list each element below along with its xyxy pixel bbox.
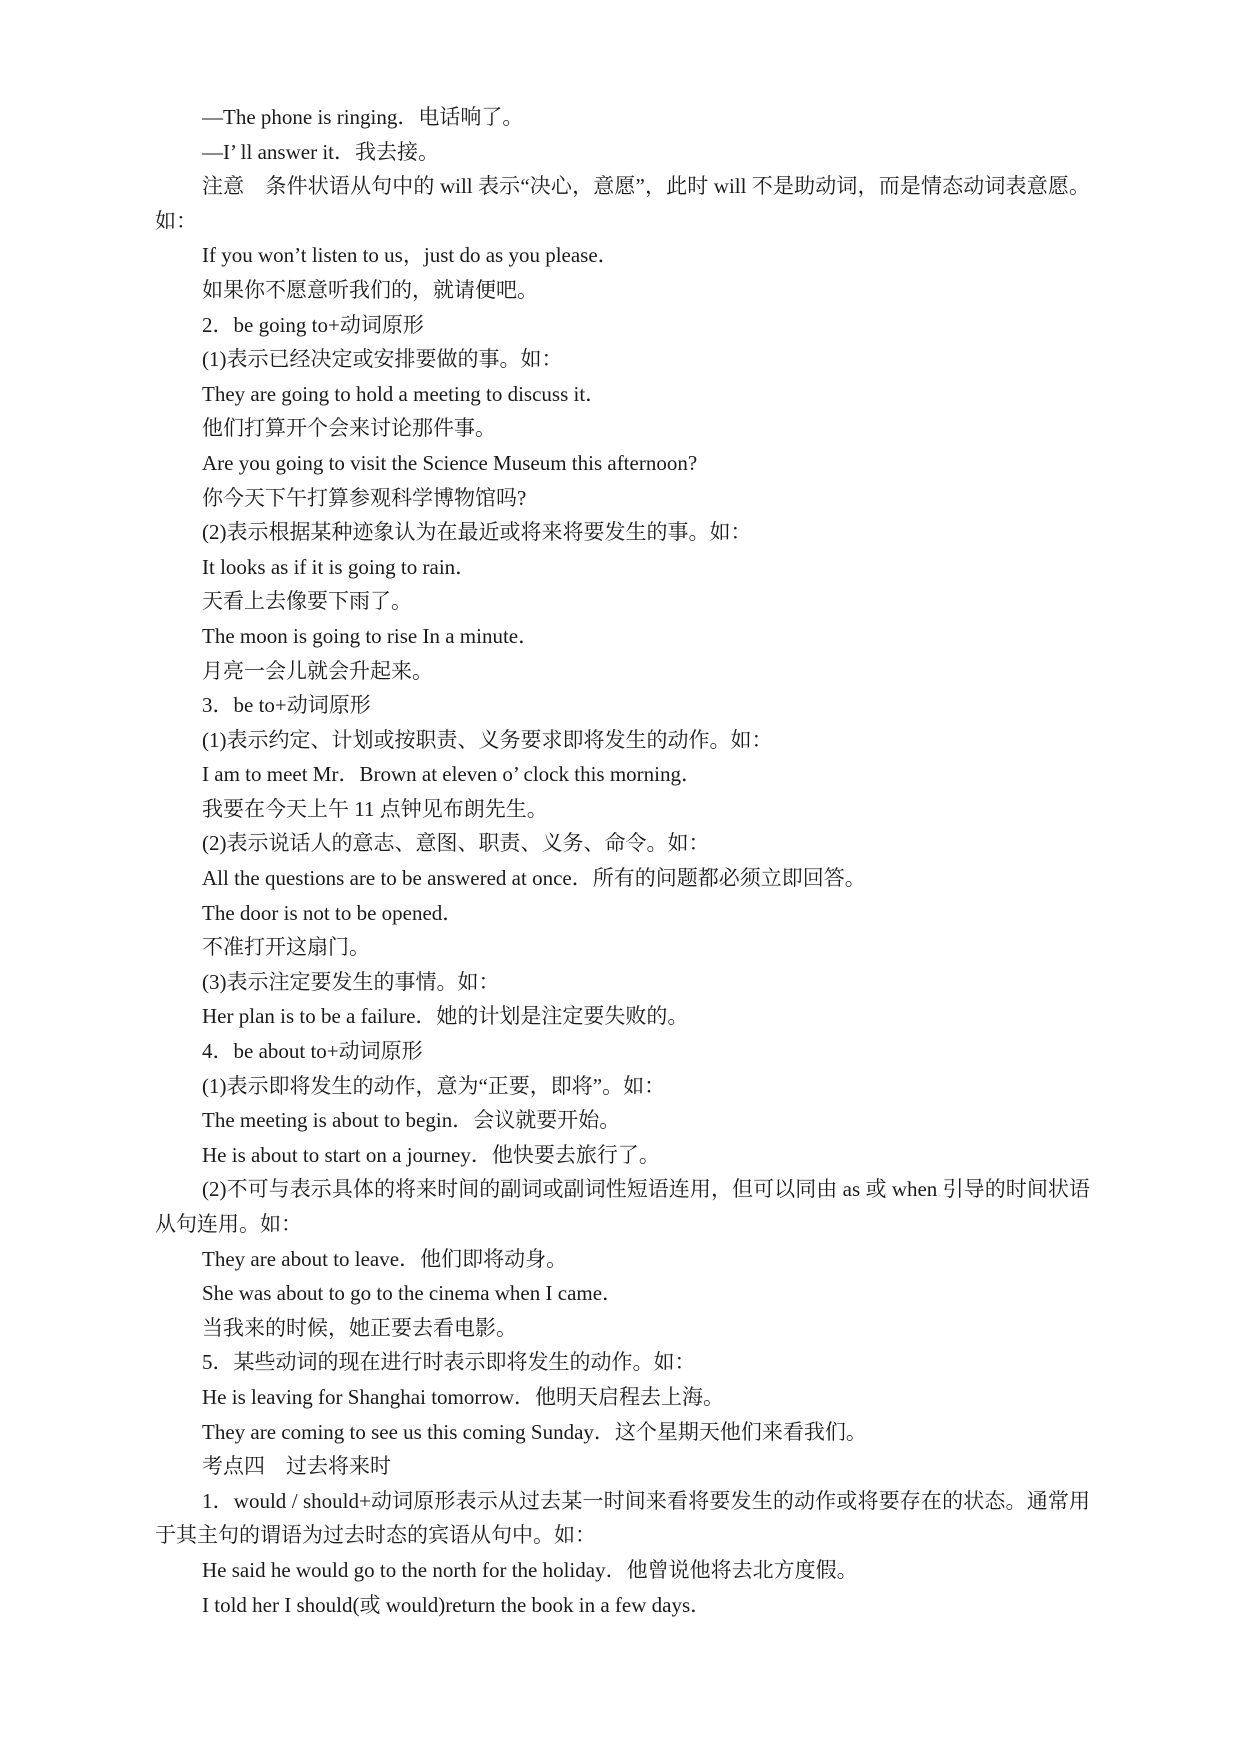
text-line: She was about to go to the cinema when I came． bbox=[202, 1281, 624, 1306]
text-line: Her plan is to be a failure．她的计划是注定要失败的。 bbox=[202, 1004, 689, 1029]
text-line: Are you going to visit the Science Museum this afternoon? bbox=[202, 450, 698, 475]
text-line: The moon is going to rise In a minute． bbox=[202, 623, 540, 648]
text-line: He is about to start on a journey．他快要去旅行了。 bbox=[202, 1142, 660, 1167]
text-line: (2)表示说话人的意志、意图、职责、义务、命令。如： bbox=[202, 831, 710, 856]
text-line: —I’ ll answer it．我去接。 bbox=[202, 139, 439, 164]
text-line: They are going to hold a meeting to discuss it． bbox=[202, 381, 607, 406]
text-line: 月亮一会儿就会升起来。 bbox=[202, 658, 433, 683]
text-line: 他们打算开个会来讨论那件事。 bbox=[202, 416, 496, 441]
text-line: (2)表示根据某种迹象认为在最近或将来将要发生的事。如： bbox=[202, 520, 752, 545]
text-line: 你今天下午打算参观科学博物馆吗? bbox=[202, 485, 527, 510]
text-line: He said he would go to the north for the holiday．他曾说他将去北方度假。 bbox=[202, 1557, 858, 1582]
text-line: The meeting is about to begin．会议就要开始。 bbox=[202, 1108, 621, 1133]
text-line: If you won’t listen to us，just do as you please． bbox=[202, 243, 619, 268]
text-line: The door is not to be opened． bbox=[202, 900, 464, 925]
text-line: 天看上去像要下雨了。 bbox=[202, 589, 412, 614]
text-line: All the questions are to be answered at once．所有的问题都必须立即回答。 bbox=[202, 866, 866, 891]
text-line: 我要在今天上午 11 点钟见布朗先生。 bbox=[202, 796, 548, 821]
text-line: 当我来的时候，她正要去看电影。 bbox=[202, 1315, 517, 1340]
text-line: (1)表示约定、计划或按职责、义务要求即将发生的动作。如： bbox=[202, 727, 773, 752]
document-body bbox=[155, 100, 1090, 1622]
text-line: 1．would / should+动词原形表示从过去某一时间来看将要发生的动作或将要存在的状态。通常用于其主句的谓语为过去时态的宾语从句中。如： bbox=[155, 1488, 1090, 1548]
text-line: 如果你不愿意听我们的，就请便吧。 bbox=[202, 277, 538, 302]
text-line: 注意 条件状语从句中的 will 表示“决心，意愿”，此时 will 不是助动词，而是情态动词表意愿。如： bbox=[155, 174, 1090, 233]
text-line: 不准打开这扇门。 bbox=[202, 935, 370, 960]
text-line: He is leaving for Shanghai tomorrow．他明天启程去上海。 bbox=[202, 1384, 725, 1409]
text-line: (2)不可与表示具体的将来时间的副词或副词性短语连用，但可以同由 as 或 when 引导的时间状语从句连用。如： bbox=[155, 1177, 1090, 1236]
text-line: 3．be to+动词原形 bbox=[202, 693, 371, 718]
text-line: (1)表示即将发生的动作，意为“正要，即将”。如： bbox=[202, 1073, 666, 1098]
text-line: It looks as if it is going to rain． bbox=[202, 554, 477, 579]
text-line: (1)表示已经决定或安排要做的事。如： bbox=[202, 347, 563, 372]
text-line: They are about to leave．他们即将动身。 bbox=[202, 1246, 568, 1271]
text-line: 5．某些动词的现在进行时表示即将发生的动作。如： bbox=[202, 1350, 696, 1375]
text-line: (3)表示注定要发生的事情。如： bbox=[202, 969, 500, 994]
text-line: They are coming to see us this coming Sunday．这个星期天他们来看我们。 bbox=[202, 1419, 867, 1444]
text-line: 2．be going to+动词原形 bbox=[202, 312, 424, 337]
text-line: I am to meet Mr．Brown at eleven o’ clock this morning． bbox=[202, 762, 702, 787]
text-line: —The phone is ringing．电话响了。 bbox=[202, 105, 524, 129]
text-line: I told her I should(或 would)return the book in a few days． bbox=[202, 1592, 712, 1617]
text-line: 4．be about to+动词原形 bbox=[202, 1039, 423, 1064]
text-line: 考点四 过去将来时 bbox=[202, 1454, 391, 1479]
